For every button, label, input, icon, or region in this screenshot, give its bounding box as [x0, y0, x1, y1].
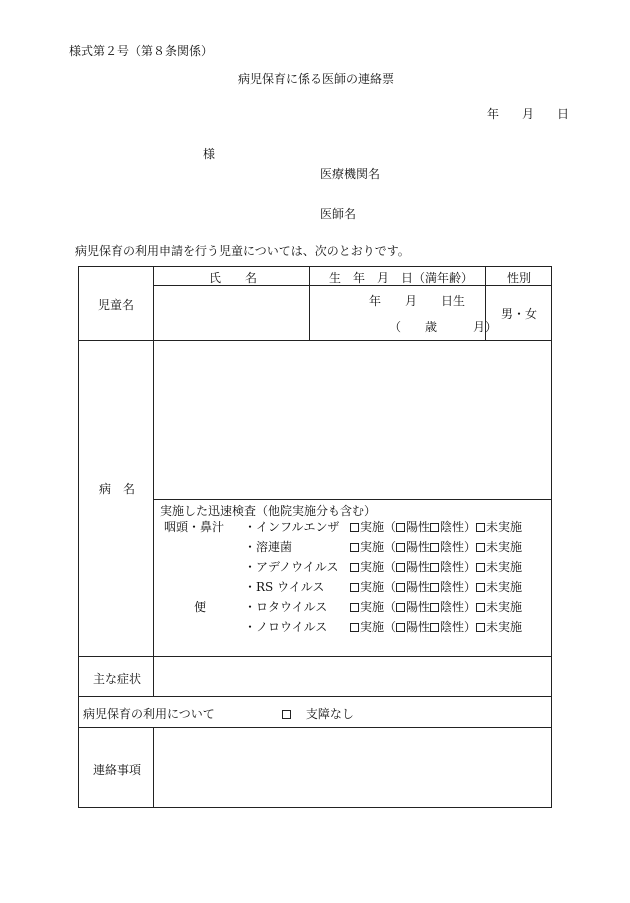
- form-number: 様式第２号（第８条関係）: [69, 44, 214, 58]
- not-done-checkbox[interactable]: [476, 543, 485, 552]
- no-problem-checkbox[interactable]: [282, 710, 291, 719]
- name-birth-divider: [309, 267, 310, 340]
- not-done-checkbox[interactable]: [476, 563, 485, 572]
- sex-value: 男・女: [501, 307, 538, 321]
- symptoms-row-bottom: [79, 696, 552, 697]
- positive-checkbox[interactable]: [396, 523, 405, 532]
- test-result: 実施（ 陽性 陰性） 未実施: [350, 559, 522, 575]
- test-group: 便: [194, 600, 207, 614]
- done-checkbox[interactable]: [350, 603, 359, 612]
- negative-checkbox[interactable]: [430, 543, 439, 552]
- done-checkbox[interactable]: [350, 583, 359, 592]
- test-name: ・RS ウイルス: [244, 580, 325, 594]
- contact-label: 連絡事項: [93, 763, 142, 777]
- report-table: [78, 266, 552, 808]
- clinic-label: 医療機関名: [320, 167, 381, 181]
- disease-row-bottom: [79, 656, 552, 657]
- test-result: 実施（ 陽性 陰性） 未実施: [350, 539, 522, 555]
- disease-label: 病 名: [99, 482, 136, 496]
- usage-row-bottom: [79, 727, 552, 728]
- not-done-checkbox[interactable]: [476, 523, 485, 532]
- usage-label: 病児保育の利用について: [83, 707, 215, 721]
- done-checkbox[interactable]: [350, 543, 359, 552]
- test-result: 実施（ 陽性 陰性） 未実施: [350, 519, 522, 535]
- tests-heading: 実施した迅速検査（他院実施分も含む）: [160, 504, 377, 518]
- negative-checkbox[interactable]: [430, 523, 439, 532]
- birth-header: 生 年 月 日（満年齢）: [329, 271, 474, 285]
- date-day: 日: [557, 107, 570, 121]
- test-name: ・インフルエンザ: [244, 520, 340, 534]
- positive-checkbox[interactable]: [396, 583, 405, 592]
- test-group: 咽頭・鼻汁: [164, 520, 225, 534]
- addressee-suffix: 様: [203, 147, 216, 161]
- not-done-checkbox[interactable]: [476, 603, 485, 612]
- done-checkbox[interactable]: [350, 563, 359, 572]
- test-result: 実施（ 陽性 陰性） 未実施: [350, 579, 522, 595]
- date-month: 月: [522, 107, 535, 121]
- age-value: （ 歳 月）: [389, 320, 498, 334]
- usage-option[interactable]: [282, 705, 354, 722]
- positive-checkbox[interactable]: [396, 563, 405, 572]
- label-column-divider: [153, 267, 154, 696]
- tests-divider: [153, 499, 552, 500]
- test-result: 実施（ 陽性 陰性） 未実施: [350, 619, 522, 635]
- test-result: 実施（ 陽性 陰性） 未実施: [350, 599, 522, 615]
- negative-checkbox[interactable]: [430, 603, 439, 612]
- sex-header: 性別: [507, 271, 532, 285]
- test-name: ・ノロウイルス: [244, 620, 328, 634]
- intro-text: 病児保育の利用申請を行う児童については、次のとおりです。: [75, 244, 410, 258]
- no-problem-label: 支障なし: [305, 707, 354, 721]
- child-name-label: 児童名: [98, 298, 135, 312]
- positive-checkbox[interactable]: [396, 543, 405, 552]
- label-column-divider-bottom: [153, 727, 154, 808]
- negative-checkbox[interactable]: [430, 623, 439, 632]
- positive-checkbox[interactable]: [396, 623, 405, 632]
- test-name: ・アデノウイルス: [244, 560, 339, 574]
- not-done-checkbox[interactable]: [476, 583, 485, 592]
- child-row-bottom: [79, 340, 552, 341]
- symptoms-label: 主な症状: [93, 672, 142, 686]
- date-year: 年: [487, 107, 500, 121]
- positive-checkbox[interactable]: [396, 603, 405, 612]
- doctor-label: 医師名: [320, 207, 357, 221]
- done-checkbox[interactable]: [350, 623, 359, 632]
- name-header: 氏 名: [209, 271, 258, 285]
- not-done-checkbox[interactable]: [476, 623, 485, 632]
- birth-date: 年 月 日生: [369, 294, 466, 308]
- negative-checkbox[interactable]: [430, 563, 439, 572]
- page-title: 病児保育に係る医師の連絡票: [238, 72, 395, 86]
- negative-checkbox[interactable]: [430, 583, 439, 592]
- done-checkbox[interactable]: [350, 523, 359, 532]
- test-name: ・ロタウイルス: [244, 600, 328, 614]
- test-name: ・溶連菌: [244, 540, 293, 554]
